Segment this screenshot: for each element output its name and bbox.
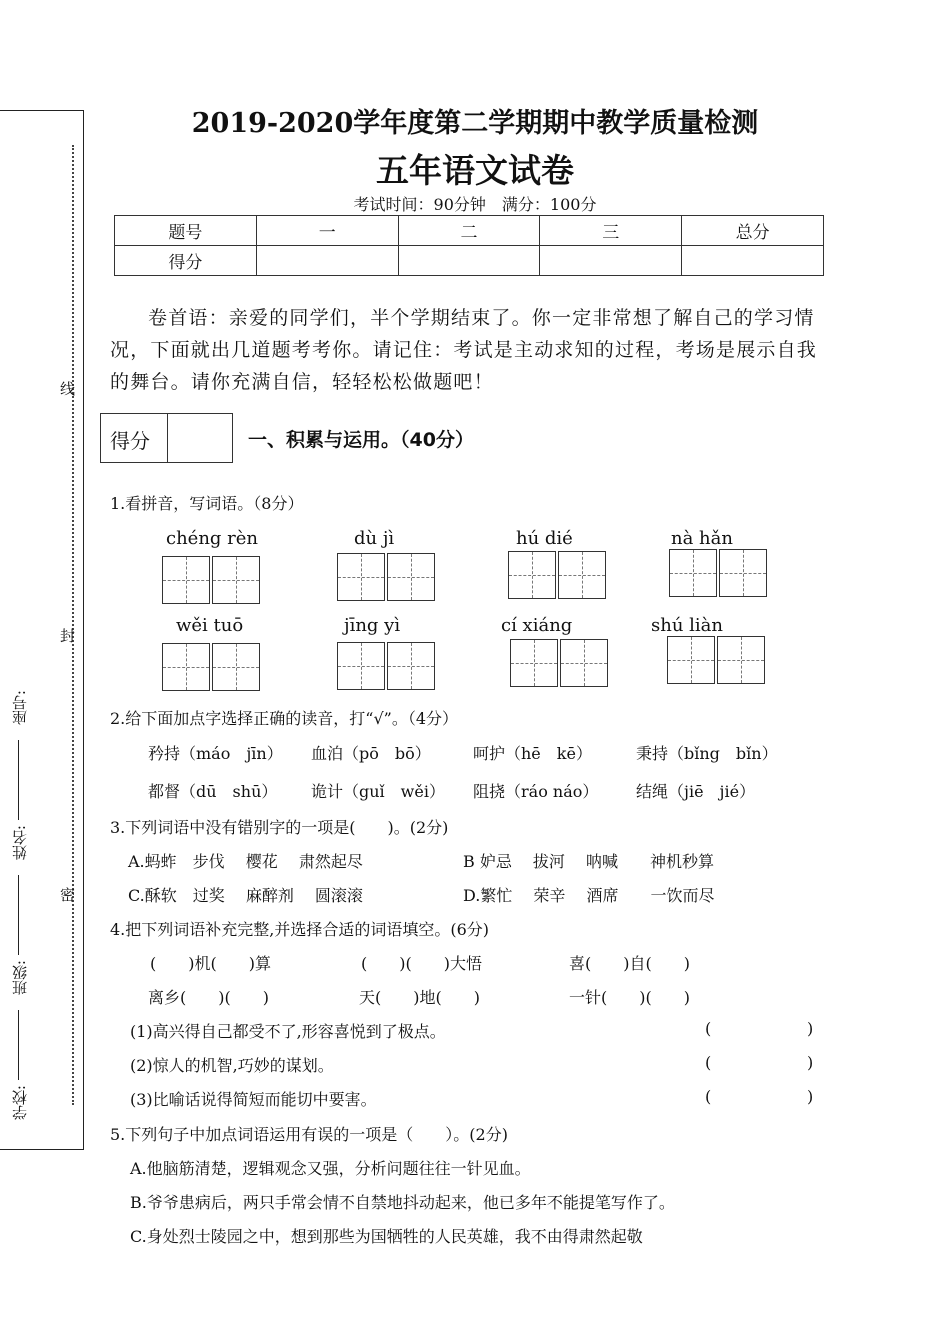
pinyin-label: cí xiáng	[501, 615, 573, 636]
seal-char-mi: 密	[60, 886, 76, 904]
question-1-text: 1.看拼音，写词语。（8分）	[110, 494, 304, 513]
score-header-cell: 题号	[115, 216, 257, 246]
writing-grid[interactable]	[508, 551, 556, 599]
seal-char-feng: 封	[60, 627, 76, 645]
choice-a[interactable]: A.蚂蚱 步伐 樱花 肃然起尽	[128, 852, 363, 871]
seal-char-xian: 线	[60, 380, 76, 398]
name-line[interactable]	[18, 875, 19, 955]
class-line[interactable]	[18, 1010, 19, 1080]
score-cell[interactable]	[256, 246, 398, 276]
writing-grid[interactable]	[560, 639, 608, 687]
reading-option[interactable]: 诡计（guǐ wěi）	[311, 782, 445, 801]
reading-option[interactable]: 呵护（hē kē）	[473, 744, 592, 763]
score-cell[interactable]	[540, 246, 682, 276]
answer-paren-close[interactable]: )	[807, 1019, 814, 1038]
answer-paren-open[interactable]: (	[705, 1087, 712, 1106]
section-score-box	[100, 413, 233, 463]
score-header-cell: 三	[540, 216, 682, 246]
choice-d[interactable]: D.繁忙 荣辛 酒席 一饮而尽	[463, 886, 715, 905]
pinyin-label: shú liàn	[651, 615, 723, 636]
choice-c[interactable]: C.身处烈士陵园之中，想到那些为国牺牲的人民英雄，我不由得肃然起敬	[130, 1227, 643, 1246]
score-table	[114, 215, 824, 276]
exam-subtitle: 五年语文试卷	[376, 151, 574, 190]
writing-grid[interactable]	[162, 643, 210, 691]
question-3-text: 3.下列词语中没有错别字的一项是( )。(2分)	[110, 818, 449, 837]
school-label: 学校:	[11, 1085, 29, 1121]
intro-paragraph: 卷首语：亲爱的同学们，半个学期结束了。你一定非常想了解自己的学习情况，下面就出几道题考考你。请记住：考试是主动求知的过程，考场是展示自我的舞台。请你充满自信，轻轻松松做题吧！	[110, 307, 818, 393]
writing-grid[interactable]	[717, 636, 765, 684]
reading-option[interactable]: 血泊（pō bō）	[311, 744, 431, 763]
choice-a[interactable]: A.他脑筋清楚，逻辑观念又强，分析问题往往一针见血。	[130, 1159, 531, 1178]
definition-item: (1)高兴得自己都受不了,形容喜悦到了极点。	[130, 1022, 446, 1041]
idiom-fill-blank[interactable]: 喜( )自( )	[569, 954, 690, 973]
section-score-divider	[167, 414, 168, 462]
exam-info: 考试时间：90分钟 满分：100分	[353, 195, 597, 214]
definition-item: (3)比喻话说得简短而能切中要害。	[130, 1090, 377, 1109]
idiom-fill-blank[interactable]: 一针( )( )	[569, 988, 690, 1007]
name-label: 姓名:	[11, 825, 29, 861]
score-table-header-row	[115, 216, 824, 246]
idiom-fill-blank[interactable]: 天( )地( )	[359, 988, 480, 1007]
choice-b[interactable]: B 妒忌 拔河 呐喊 神机秒算	[463, 852, 715, 871]
score-cell[interactable]	[398, 246, 540, 276]
score-table-score-row	[115, 246, 824, 276]
pinyin-label: hú dié	[516, 528, 573, 549]
exam-title: 2019-2020学年度第二学期期中教学质量检测	[191, 108, 759, 139]
writing-grid[interactable]	[212, 556, 260, 604]
question-4-text: 4.把下列词语补充完整,并选择合适的词语填空。(6分)	[110, 920, 490, 939]
seat-number-line[interactable]	[18, 740, 19, 820]
section-score-label: 得分	[110, 429, 150, 453]
writing-grid[interactable]	[510, 639, 558, 687]
definition-item: (2)惊人的机智,巧妙的谋划。	[130, 1056, 334, 1075]
class-label: 班级:	[11, 960, 29, 996]
pinyin-label: jīng yì	[344, 615, 401, 636]
writing-grid[interactable]	[669, 549, 717, 597]
writing-grid[interactable]	[212, 643, 260, 691]
writing-grid[interactable]	[162, 556, 210, 604]
score-cell[interactable]	[682, 246, 824, 276]
pinyin-label: chéng rèn	[166, 528, 259, 549]
idiom-fill-blank[interactable]: ( )( )大悟	[361, 954, 482, 973]
writing-grid[interactable]	[558, 551, 606, 599]
answer-paren-open[interactable]: (	[705, 1053, 712, 1072]
score-header-cell: 二	[398, 216, 540, 246]
choice-b[interactable]: B.爷爷患病后，两只手常会情不自禁地抖动起来，他已多年不能提笔写作了。	[130, 1193, 675, 1212]
idiom-fill-blank[interactable]: ( )机( )算	[150, 954, 271, 973]
score-row-label: 得分	[115, 246, 257, 276]
score-header-cell: 一	[256, 216, 398, 246]
reading-option[interactable]: 阻挠（ráo náo）	[473, 782, 599, 801]
idiom-fill-blank[interactable]: 离乡( )( )	[148, 988, 269, 1007]
question-5-text: 5.下列句子中加点词语运用有误的一项是（ ）。(2分)	[110, 1125, 508, 1144]
reading-option[interactable]: 矜持（máo jīn）	[148, 744, 283, 763]
section-title: 一、积累与运用。（40分）	[248, 429, 474, 451]
writing-grid[interactable]	[387, 553, 435, 601]
question-2-text: 2.给下面加点字选择正确的读音，打“√”。（4分）	[110, 709, 459, 728]
writing-grid[interactable]	[719, 549, 767, 597]
writing-grid[interactable]	[387, 642, 435, 690]
pinyin-label: nà hǎn	[671, 528, 733, 549]
answer-paren-open[interactable]: (	[705, 1019, 712, 1038]
reading-option[interactable]: 结绳（jiē jié）	[636, 782, 756, 801]
writing-grid[interactable]	[337, 553, 385, 601]
pinyin-label: wěi tuō	[176, 615, 244, 636]
score-header-cell: 总分	[682, 216, 824, 246]
writing-grid[interactable]	[337, 642, 385, 690]
choice-c[interactable]: C.酥软 过奖 麻醉剂 圆滚滚	[128, 886, 363, 905]
reading-option[interactable]: 秉持（bǐng bǐn）	[636, 744, 778, 763]
writing-grid[interactable]	[667, 636, 715, 684]
answer-paren-close[interactable]: )	[807, 1053, 814, 1072]
reading-option[interactable]: 都督（dū shū）	[148, 782, 278, 801]
pinyin-label: dù jì	[354, 528, 395, 549]
answer-paren-close[interactable]: )	[807, 1087, 814, 1106]
seat-number-label: 座号:	[11, 690, 29, 726]
